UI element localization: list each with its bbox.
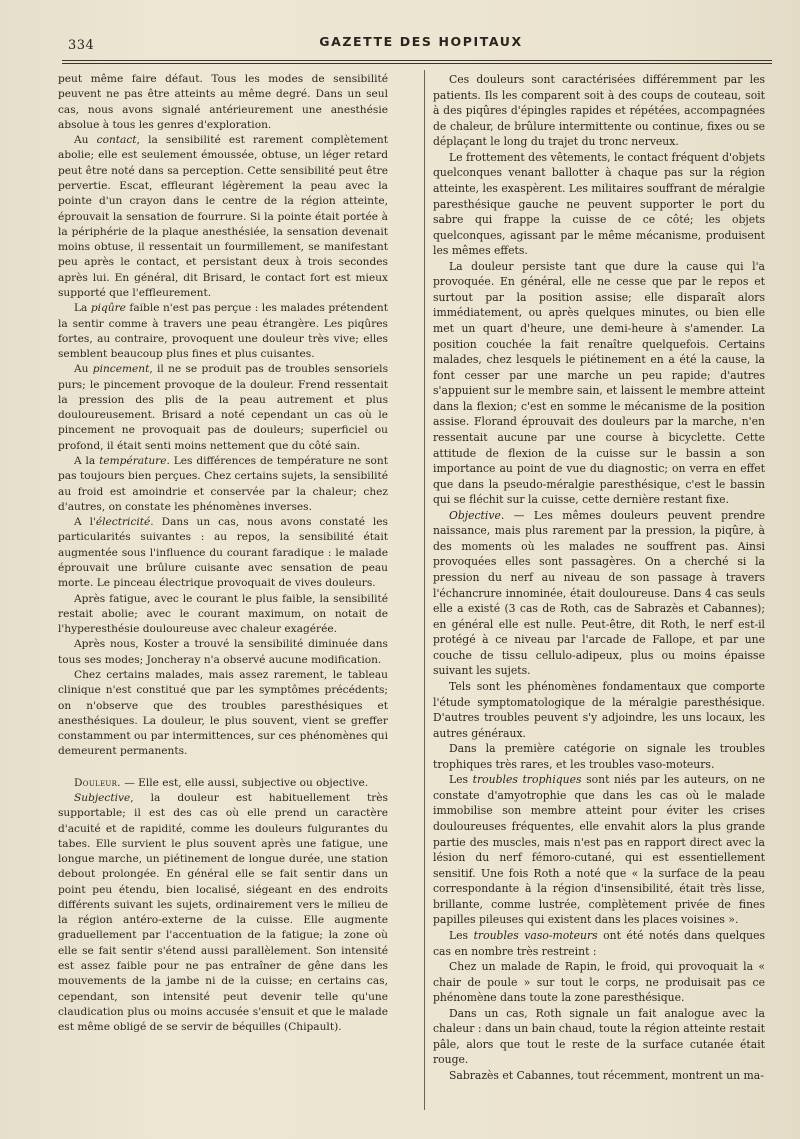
paragraph: [58, 668, 388, 760]
paragraph-text: Après fatigue, avec le courant le plus faible, la sensibilité restait abolie; avec le courant maximum, on notait de l'hyperesthésie douloureuse avec chaleur exagérée.: [58, 592, 388, 636]
paragraph: [58, 133, 388, 301]
paragraph: [433, 928, 765, 959]
paragraph: [433, 1006, 765, 1068]
paragraph: [58, 791, 388, 1036]
paragraph-text: Sabrazès et Cabannes, tout récemment, montrent un ma-: [449, 1069, 764, 1082]
paragraph-text: , il ne se produit pas de troubles sensoriels purs; le pincement provoque de la douleur. Frend ressentait la pression des plis de la peau autrement et plus douloureusement. Brisard a noté cependant un cas où le pincement ne provoquait pas de douleurs; superficiel ou profond, il était senti moins nettement que du côté sain.: [58, 363, 389, 452]
paragraph: [433, 259, 765, 508]
page-number: 334: [68, 38, 95, 53]
paragraph-lead-term: piqûre: [90, 302, 126, 315]
paragraph: [58, 72, 388, 133]
paragraph: [433, 679, 765, 741]
paragraph: [58, 776, 388, 791]
paragraph-lead-term: troubles vaso-moteurs: [473, 928, 598, 942]
paragraph-text: La douleur persiste tant que dure la cause qui l'a provoquée. En général, elle ne cesse que par le repos et surtout par la position assise; elle disparaît alors immédiatement, ou après quelques minutes, ou bien elle met un quart d'heure, une demi-heure à s'amender. La position couchée la fait renaître quelquefois. Certains malades, chez lesquels le piétinement en a été la cause, la font cesser par une marche un peu rapide; d'autres s'appuient sur le membre sain, et laissent le membre atteint dans la flexion; c'est en somme le mécanisme de la position assise. Florand éprouvait des douleurs par la marche, n'en ressentait aucune par une course à bicyclette. Cette attitude de flexion de la cuisse sur le bassin a son importance au point de vue du diagnostic; on verra en effet que dans la pseudo-méralgie paresthésique, c'est le bassin qui se fléchit sur la cuisse, cette dernière restant fixe.: [433, 259, 765, 507]
column-divider: [424, 70, 425, 1110]
paragraph: [58, 362, 388, 454]
paragraph-text: Après nous, Koster a trouvé la sensibilité diminuée dans tous ses modes; Joncheray n'a observé aucune modification.: [58, 638, 388, 666]
journal-title: GAZETTE DES HOPITAUX: [319, 34, 523, 49]
paragraph-text: sont niés par les auteurs, on ne constate d'amyotrophie que dans les cas où le malade immobilise son membre atteint pour éviter les crises douloureuses fréquentes, elle envahit alors la plus grande partie des muscles, mais n'est pas en rapport direct avec la lésion du nerf fémoro-cutané, qui est essentiellement sensitif. Une fois Roth a noté que « la surface de la peau correspondante à la région d'insensibilité, était très lisse, brillante, comme lustrée, complètement privée de fines papilles pileuses qui existent dans les places voisines ».: [433, 773, 765, 927]
paragraph: [58, 515, 388, 591]
paragraph: [433, 741, 765, 772]
paragraph: [58, 592, 388, 638]
paragraph-text: ont été notés dans quelques cas en nombre très restreint :: [433, 928, 765, 958]
paragraph-prefix: Au: [74, 134, 97, 147]
header-rule: [62, 60, 772, 64]
paragraph-lead-term: Subjective: [74, 791, 131, 804]
paragraph-prefix: A la: [74, 455, 100, 468]
paragraph: [433, 72, 765, 150]
paragraph-text: — Elle est, elle aussi, subjective ou objective.: [120, 776, 369, 789]
paragraph-text: Ces douleurs sont caractérisées différemment par les patients. Ils les comparent soit à des coups de couteau, soit à des piqûres d'épingles rapides et répétées, accompagnées de chaleur, de brûlure intermittente ou continue, fixes ou se déplaçant le long du trajet du tronc nerveux.: [433, 73, 765, 149]
paragraph: [58, 454, 388, 515]
paragraph-text: Tels sont les phénomènes fondamentaux que comporte l'étude symptomatologique de la méralgie paresthésique. D'autres troubles peuvent s'y adjoindre, les uns locaux, les autres généraux.: [433, 679, 765, 740]
right-column: [433, 72, 765, 1084]
page-header: [62, 30, 780, 53]
paragraph-text: , la sensibilité est rarement complètement abolie; elle est seulement émoussée, obtuse, un léger retard peut être noté dans sa perception. Cette sensibilité peut être pervertie. Escat, effleurant légèrement la peau avec la pointe d'un crayon dans le centre de la région atteinte, éprouvait la sensation de fourrure. Si la pointe était portée à la périphérie de la plaque anesthésiée, la sensation devenait moins obtuse, il ressentait un fourmillement, se manifestant peu après le contact, et persistant deux à trois secondes après lui. En général, dit Brisard, le contact fort est mieux supporté que l'effleurement.: [58, 134, 389, 299]
paragraph-lead-term: contact: [96, 134, 137, 147]
paragraph: [433, 959, 765, 1006]
paragraph-text: faible n'est pas perçue : les malades prétendent la sentir comme à travers une peau étrangère. Les piqûres fortes, au contraire, provoquent une douleur très vive; elles semblent beaucoup plus fines et plus cuisantes.: [58, 302, 388, 361]
paragraph: [58, 301, 388, 362]
paragraph-lead-term: électricité: [95, 516, 151, 529]
paragraph-text: Chez certains malades, mais assez rarement, le tableau clinique n'est constitué que par les symptômes précédents; on n'observe que des troubles paresthésiques et anesthésiques. La douleur, le plus souvent, vient se greffer constamment ou par intermittences, sur ces phénomènes qui demeurent permanents.: [58, 668, 388, 758]
paragraph: [433, 508, 765, 679]
paragraph-lead-term: Objective: [449, 508, 501, 522]
paragraph-lead-term: température: [99, 455, 167, 468]
paragraph: [433, 1068, 765, 1084]
paragraph-text: . Dans un cas, nous avons constaté les particularités suivantes : au repos, la sensibilité était augmentée sous l'influence du courant faradique : le malade éprouvait une brûlure cuisante avec sensation de peau morte. Le pinceau électrique provoquait de vives douleurs.: [58, 516, 388, 590]
paragraph-text: peut même faire défaut. Tous les modes de sensibilité peuvent ne pas être atteints au même degré. Dans un seul cas, nous avons signalé antérieurement une anesthésie absolue à tous les genres d'exploration.: [58, 73, 388, 131]
paragraph: [433, 150, 765, 259]
paragraph: [58, 637, 388, 668]
paragraph-text: Le frottement des vêtements, le contact fréquent d'objets quelconques venant ballotter à chaque pas sur la région atteinte, les exaspèrent. Les militaires souffrant de méralgie paresthésique gauche ne peuvent supporter le port du sabre qui frappe la cuisse de ce côté; les objets quelconques, agissant par le même mécanisme, produisent les mêmes effets.: [433, 150, 765, 258]
paragraph: [433, 772, 765, 928]
left-column: [58, 72, 388, 1035]
paragraph-prefix: Les: [449, 773, 473, 787]
section-heading: Douleur.: [74, 776, 121, 789]
paragraph-text: Chez un malade de Rapin, le froid, qui provoquait la « chair de poule » sur tout le corps, ne produisait pas ce phénomène dans toute la zone paresthésique.: [433, 960, 765, 1005]
paragraph-prefix: La: [74, 302, 91, 315]
paragraph-prefix: Au: [74, 363, 93, 376]
paragraph-text: . Les différences de température ne sont pas toujours bien perçues. Chez certains sujets, la sensibilité au froid est amoindrie et conservée par la chaleur; chez d'autres, on constate les phénomènes inverses.: [58, 455, 388, 513]
paragraph-prefix: Les: [449, 928, 474, 942]
paragraph-prefix: A l': [74, 516, 96, 529]
paragraph-text: , la douleur est habituellement très supportable; il est des cas où elle prend un caractère d'acuité et de rapidité, comme les douleurs fulgurantes du tabes. Elle survient le plus souvent après une fatigue, une longue marche, un piétinement de longue durée, une station debout prolongée. En général elle se fait sentir dans un point peu étendu, bien localisé, siégeant en des endroits différents suivant les sujets, ordinairement vers le milieu de la région antéro-externe de la cuisse. Elle augmente graduellement par l'accentuation de la fatigue; la zone où elle se fait sentir s'étend aussi parallèlement. Son intensité est assez faible pour ne pas entraîner de gêne dans les mouvements de la jambe ni de la cuisse; en certains cas, cependant, son intensité peut devenir telle qu'une claudication plus ou moins accusée s'ensuit et que le malade est même obligé de se servir de béquilles (Chipault).: [58, 791, 388, 1034]
paragraph-lead-term: pincement: [92, 363, 150, 376]
paragraph-text: Dans un cas, Roth signale un fait analogue avec la chaleur : dans un bain chaud, toute la région atteinte restait pâle, alors que tout le reste de la surface cutanée était rouge.: [433, 1006, 765, 1067]
paragraph-text: Dans la première catégorie on signale les troubles trophiques très rares, et les troubles vaso-moteurs.: [433, 742, 765, 771]
paragraph-lead-term: troubles trophiques: [472, 773, 582, 787]
paragraph-text: . — Les mêmes douleurs peuvent prendre naissance, mais plus rarement par la pression, la piqûre, à des moments où les malades ne souffrent pas. Ainsi provoquées elles sont passagères. On a cherché si la pression du nerf au niveau de son passage à travers l'échancrure innominée, était douloureuse. Dans 4 cas seuls elle a existé (3 cas de Roth, cas de Sabrazès et Cabannes); en général elle est nulle. Peut-être, dit Roth, le nerf est-il protégé à ce niveau par l'arcade de Fallope, et par une couche de tissu cellulo-adipeux, plus ou moins épaisse suivant les sujets.: [433, 508, 765, 678]
